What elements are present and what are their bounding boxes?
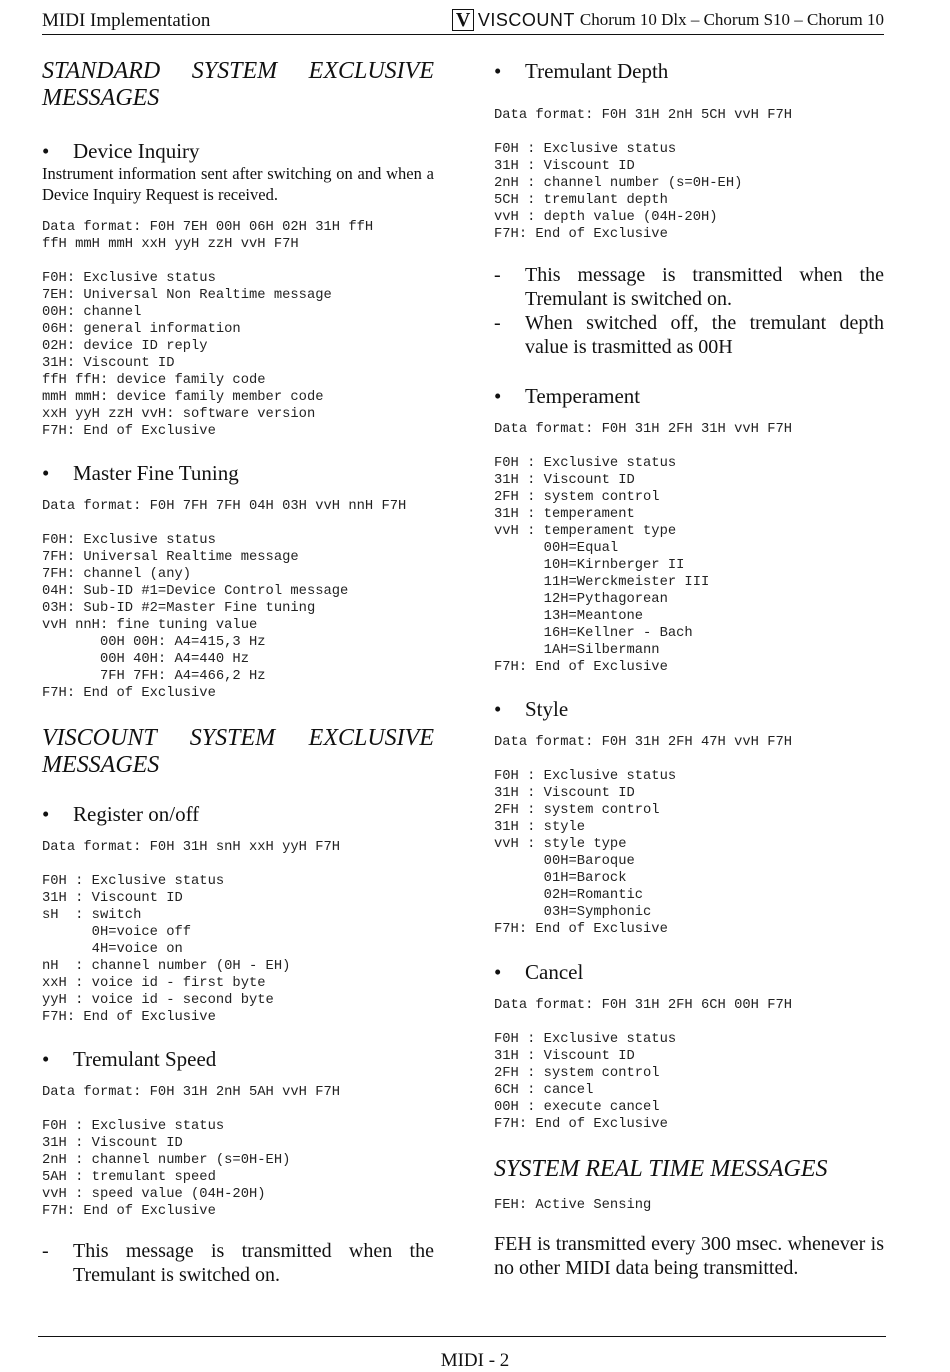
device-inquiry-format: Data format: F0H 7EH 00H 06H 02H 31H ffH ffH mmH mmH xxH yyH zzH vvH F7H [42,220,374,252]
tremulant-speed-fields: F0H : Exclusive status 31H : Viscount ID 2nH : channel number (s=0H-EH) 5AH : tremulant speed vvH : speed value (04H-20H) F7H: End of Exclusive [42,1119,291,1219]
tremulant-depth-format: Data format: F0H 31H 2nH 5CH vvH F7H [494,108,793,123]
heading-master-fine-tuning: • Master Fine Tuning [42,461,239,485]
cancel-fields: F0H : Exclusive status 31H : Viscount ID 2FH : system control 6CH : cancel 00H : execute cancel F7H: End of Exclusive [494,1032,677,1132]
heading-device-inquiry: • Device Inquiry [42,139,200,163]
bullet-icon: • [42,461,50,485]
tremulant-speed-note: - This message is transmitted when the Tremulant is switched on. [42,1240,434,1286]
master-fine-tuning-fields: F0H: Exclusive status 7FH: Universal Realtime message 7FH: channel (any) 04H: Sub-ID #1=Device Control message 03H: Sub-ID #2=Master Fine tuning vvH nnH: fine tuning value 00H 00H: A4=415,3 Hz 00H 40H: A4=440 Hz 7FH 7FH: A4=466,2 Hz F7H: End of Exclusive [42,533,349,701]
footer-rule [38,1336,886,1337]
bullet-icon: • [42,139,50,163]
master-fine-tuning-format: Data format: F0H 7FH 7FH 04H 03H vvH nnH F7H [42,499,407,514]
register-fields: F0H : Exclusive status 31H : Viscount ID sH : switch 0H=voice off 4H=voice on nH : channel number (0H - EH) xxH : voice id - first byte yyH : voice id - second byte F7H: End of Exclusive [42,874,291,1025]
heading-cancel: • Cancel [494,960,584,984]
bullet-icon: • [494,960,502,984]
bullet-icon: • [42,1047,50,1071]
realtime-description: FEH is transmitted every 300 msec. whenever is no other MIDI data being transmitted. [494,1233,884,1279]
viscount-logo-icon: V [452,9,474,31]
temperament-format: Data format: F0H 31H 2FH 31H vvH F7H [494,422,793,437]
temperament-fields: F0H : Exclusive status 31H : Viscount ID 2FH : system control 31H : temperament vvH : temperament type 00H=Equal 10H=Kirnberger II 11H=Werckmeister III 12H=Pythagorean 13H=Meantone 16H=Kellner - Bach 1AH=Silbermann F7H: End of Exclusive [494,456,710,675]
tremulant-depth-note-2: - When switched off, the tremulant depth value is trasmitted as 00H [494,312,884,358]
style-format: Data format: F0H 31H 2FH 47H vvH F7H [494,735,793,750]
tremulant-depth-note-1: - This message is transmitted when the Tremulant is switched on. [494,264,884,310]
tremulant-depth-fields: F0H : Exclusive status 31H : Viscount ID 2nH : channel number (s=0H-EH) 5CH : tremulant depth vvH : depth value (04H-20H) F7H: End of Exclusive [494,142,743,242]
heading-register-on-off: • Register on/off [42,802,200,826]
page-header [42,6,884,35]
left-column [42,58,434,1287]
section-title-viscount-sysex: VISCOUNT SYSTEM EXCLUSIVE MESSAGES [42,725,434,778]
bullet-icon: • [494,384,502,408]
bullet-icon: • [42,802,50,826]
style-fields: F0H : Exclusive status 31H : Viscount ID 2FH : system control 31H : style vvH : style type 00H=Baroque 01H=Barock 02H=Romantic 03H=Symphonic F7H: End of Exclusive [494,769,677,937]
brand-name: VISCOUNT [477,9,575,30]
right-column [494,58,884,1280]
heading-tremulant-speed: • Tremulant Speed [42,1047,217,1071]
device-inquiry-fields: F0H: Exclusive status 7EH: Universal Non Realtime message 00H: channel 06H: general information 02H: device ID reply 31H: Viscount ID ffH ffH: device family code mmH mmH: device family member code xxH yyH zzH vvH: software version F7H: End of Exclusive [42,271,332,439]
heading-temperament: • Temperament [494,384,641,408]
register-format: Data format: F0H 31H snH xxH yyH F7H [42,840,341,855]
header-title: MIDI Implementation [42,10,211,31]
bullet-icon: • [494,697,502,721]
model-list: Chorum 10 Dlx – Chorum S10 – Chorum 10 [579,10,884,29]
device-inquiry-description: Instrument information sent after switching on and when a Device Inquiry Request is received. [42,164,434,204]
section-title-realtime: SYSTEM REAL TIME MESSAGES [494,1156,828,1182]
tremulant-speed-format: Data format: F0H 31H 2nH 5AH vvH F7H [42,1085,341,1100]
heading-style: • Style [494,697,569,721]
cancel-format: Data format: F0H 31H 2FH 6CH 00H F7H [494,998,793,1013]
header-brand [452,9,884,31]
heading-tremulant-depth: • Tremulant Depth [494,59,669,83]
section-title-standard-sysex: STANDARD SYSTEM EXCLUSIVE MESSAGES [42,58,434,111]
bullet-icon: • [494,59,502,83]
page-number: MIDI - 2 [440,1350,510,1371]
realtime-format: FEH: Active Sensing [494,1198,652,1213]
